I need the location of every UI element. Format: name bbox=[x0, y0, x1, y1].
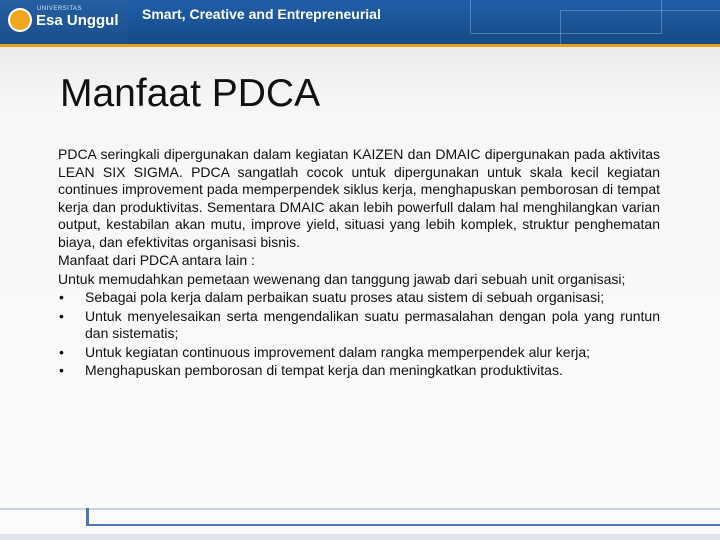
list-item bbox=[58, 362, 660, 380]
list-item bbox=[58, 289, 660, 307]
header-decoration bbox=[560, 10, 720, 44]
university-logo-icon bbox=[8, 8, 32, 32]
list-item-text: Menghapuskan pemborosan di tempat kerja dan meningkatkan produktivitas. bbox=[85, 362, 563, 378]
bullet-icon: • bbox=[59, 343, 64, 360]
bullet-icon: • bbox=[59, 307, 64, 324]
benefits-list bbox=[58, 289, 660, 380]
bullet-icon: • bbox=[59, 289, 64, 305]
tagline: Smart, Creative and Entrepreneurial bbox=[142, 6, 381, 22]
logo bbox=[0, 0, 128, 44]
list-item bbox=[58, 308, 660, 343]
benefit-paragraph: Untuk memudahkan pemetaan wewenang dan tanggung jawab dari sebuah unit organisasi; bbox=[58, 270, 626, 287]
intro-paragraph: PDCA seringkali dipergunakan dalam kegiatan KAIZEN dan DMAIC dipergunakan pada aktivitas LEAN SIX SIGMA. PDCA sangatlah cocok untuk dipergunakan untuk skala kecil kegiatan continues improvement pada memperpendek siklus kerja, menghapuskan pemborosan di tempat kerja dan produktivitas. Sementara DMAIC akan lebih powerfull dalam hal menghilangkan varian output, kestabilan akan mutu, improve yield, situasi yang lebih komplek, struktur penghematan biaya, dan efektivitas organisasi bisnis. bbox=[58, 146, 660, 250]
slide-title: Manfaat PDCA bbox=[60, 72, 321, 115]
list-item-text: Untuk menyelesaikan serta mengendalikan suatu permasalahan dengan pola yang runtun dan sistematis; bbox=[85, 307, 660, 341]
footer-line bbox=[0, 508, 720, 510]
list-item-text: Untuk kegiatan continuous improvement dalam rangka memperpendek alur kerja; bbox=[85, 343, 591, 360]
footer-band bbox=[0, 534, 720, 540]
logo-subtitle: UNIVERSITAS bbox=[37, 6, 83, 12]
slide-body bbox=[58, 146, 660, 380]
bullet-icon: • bbox=[59, 362, 64, 378]
benefits-heading: Manfaat dari PDCA antara lain : bbox=[58, 252, 255, 268]
header-bar bbox=[0, 0, 720, 44]
logo-text: Esa Unggul bbox=[36, 12, 119, 29]
footer-decoration bbox=[0, 500, 720, 540]
list-item-text: Sebagai pola kerja dalam perbaikan suatu proses atau sistem di sebuah organisasi; bbox=[85, 289, 605, 305]
list-item bbox=[58, 344, 660, 362]
footer-line bbox=[86, 524, 720, 526]
